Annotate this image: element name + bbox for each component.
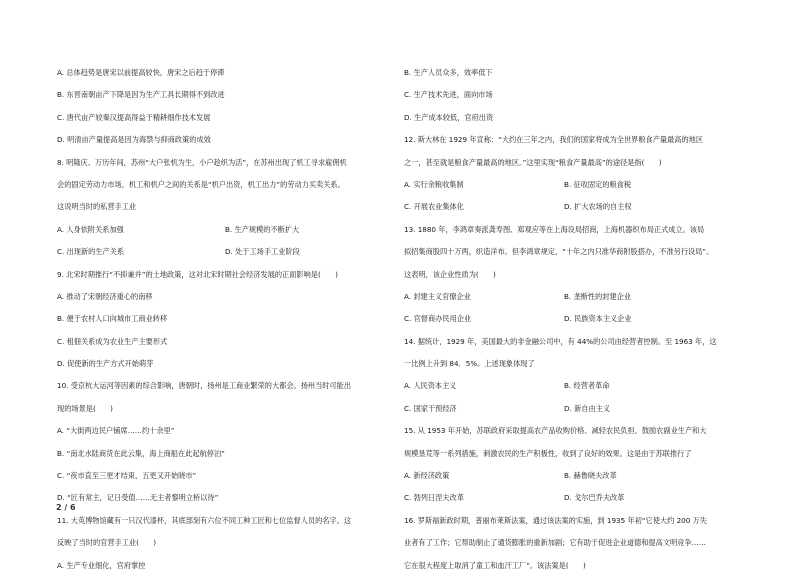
text-line: B. 便于农村人口向城市工商业转移 — [57, 314, 168, 324]
answer-option: D. 新自由主义 — [564, 403, 611, 413]
answer-option: B. 赫鲁晓夫改革 — [564, 471, 617, 481]
text-line: 16. 罗斯福新政时期，普丽布莱斯法案，通过该法案的实施，到 1935 年初“它使大约 200 万失 — [404, 515, 707, 525]
answer-option: D. 处于工场手工业阶段 — [225, 247, 300, 257]
answer-option: C. 官督商办民用企业 — [404, 314, 472, 324]
answer-option: D. 扩大农场的自主权 — [564, 202, 632, 212]
answer-option: A. 实行余粮收集制 — [404, 179, 464, 189]
answer-option: A. 新经济政策 — [404, 471, 450, 481]
text-line: 业者有了工作；它帮助制止了通货膨胀的重新加剧；它有助于促进企业道德和提高文明竞争…… — [404, 538, 706, 548]
text-line: 会的固定劳动力市场，机工和机户之间的关系是“机户出资，机工出力”的劳动力买卖关系。 — [57, 179, 345, 189]
right-column — [404, 68, 740, 583]
answer-option: C. 国家干预经济 — [404, 403, 457, 413]
text-line: 拟招集商股四十万两，织造洋布。但李鸿章规定，“十年之内只准华商附股搭办，不准另行设局”。 — [404, 247, 714, 257]
answer-option: A. 人身依附关系加强 — [57, 224, 124, 234]
text-line: 现的场景是( ) — [57, 403, 113, 413]
text-line: D. “匠有常主，记日受值……无主者黎明立桥以待” — [57, 493, 219, 503]
text-line: 这表明，该企业性质为( ) — [404, 269, 496, 279]
text-line: 12. 斯大林在 1929 年宣称：“大约在三年之内，我们的国家将成为全世界粮食产量最高的地区 — [404, 135, 704, 145]
answer-option: A. 封建主义官僚企业 — [404, 291, 471, 301]
text-line: D. 生产成本较低，官府出资 — [404, 112, 494, 122]
answer-option: C. 勃列日涅夫改革 — [404, 493, 464, 503]
option-row — [57, 225, 393, 235]
text-line: 13. 1880 年，李鸿章奏派龚寿图、郑观应等在上海设局招商，上海机器织布局正式成立。该局 — [404, 224, 705, 234]
text-line: 反映了当时的官营手工业( ) — [57, 538, 157, 548]
text-line: 9. 北宋时期推行“不抑兼并”的土地政策，这对北宋时期社会经济发展的正面影响是( ) — [57, 269, 338, 279]
text-line: 一比例上升到 84．5%。上述现象体现了 — [404, 359, 535, 369]
text-line: A. 推动了宋朝经济重心的南移 — [57, 291, 153, 301]
text-line: A. 生产专业细化，官府掌控 — [57, 560, 146, 570]
text-line: 它在很大程度上取消了童工和血汗工厂”。该法案是( ) — [404, 560, 586, 570]
option-row — [404, 202, 740, 212]
left-column — [57, 68, 393, 583]
text-line: 之一，甚至就是粮食产量最高的地区。”这里实现“粮食产量最高”的途径是指( ) — [404, 157, 662, 167]
answer-option: B. 垄断性的封建企业 — [564, 291, 632, 301]
answer-option: C. 出现新的生产关系 — [57, 247, 125, 257]
text-line: 规模垦荒等一系列措施，刺激农民的生产积极性，收到了良好的效果。这是由于苏联推行了 — [404, 448, 692, 458]
answer-option: D. 戈尔巴乔夫改革 — [564, 493, 625, 503]
text-line: C. “夜市直至三更才结束，五更又开始晓市” — [57, 471, 197, 481]
text-line: 8. 明隆庆、万历年间，苏州“大户张机为生，小户趁织为活”，在苏州出现了机工寻求雇佣机 — [57, 157, 347, 167]
option-row — [404, 314, 740, 324]
text-line: 14. 据统计，1929 年，美国最大的非金融公司中，有 44%的公司由经营者控制。至 1963 年，这 — [404, 336, 717, 346]
option-row — [404, 493, 740, 503]
option-row — [404, 381, 740, 391]
text-line: B. 生产人员众多，效率低下 — [404, 68, 493, 77]
answer-option: C. 开展农业集体化 — [404, 202, 464, 212]
page-number: 2 / 6 — [56, 503, 76, 512]
answer-option: D. 民族资本主义企业 — [564, 314, 632, 324]
option-row — [404, 292, 740, 302]
text-line: B. 东晋南朝亩产下降是因为生产工具长期得不到改进 — [57, 90, 225, 100]
text-line: 10. 受京杭大运河等因素的综合影响，唐朝时，扬州是工商业繁荣的大都会。扬州当时可能出 — [57, 381, 352, 391]
option-row — [404, 404, 740, 414]
text-line: 这说明当时的私营手工业 — [57, 202, 137, 212]
text-line: D. 促使新的生产方式开始萌芽 — [57, 359, 154, 369]
text-line: A. “大街两边民户铺席……约十余里” — [57, 426, 175, 436]
answer-option: B. 生产规模的不断扩大 — [225, 224, 300, 234]
answer-option: B. 征收固定的粮食税 — [564, 179, 632, 189]
option-row — [404, 471, 740, 481]
text-line: 11. 大英博物馆藏有一只汉代漆杯，其底部刻有六位不同工种工匠和七位监督人员的名字。这 — [57, 515, 352, 525]
option-row — [404, 180, 740, 190]
answer-option: A. 人民资本主义 — [404, 381, 457, 391]
text-line: B. “南北水陆商货在此云集，海上商船在此起航停泊” — [57, 448, 225, 458]
text-line: C. 租佃关系成为农业生产主要形式 — [57, 336, 168, 346]
answer-option: B. 经营者革命 — [564, 381, 610, 391]
text-line: A. 总体趋势是唐宋以前提高较快，唐宋之后趋于停滞 — [57, 68, 225, 77]
text-line: C. 生产技术先进，面向市场 — [404, 90, 493, 100]
text-line: C. 唐代亩产较秦汉提高得益于精耕细作技术发展 — [57, 112, 211, 122]
text-line: 15. 从 1953 年开始，苏联政府采取提高农产品收购价格、减轻农民负担、鼓励农副业生产和大 — [404, 426, 707, 436]
option-row — [57, 247, 393, 257]
text-line: D. 明清亩产量提高是因为海禁与抑商政策的成效 — [57, 135, 211, 145]
